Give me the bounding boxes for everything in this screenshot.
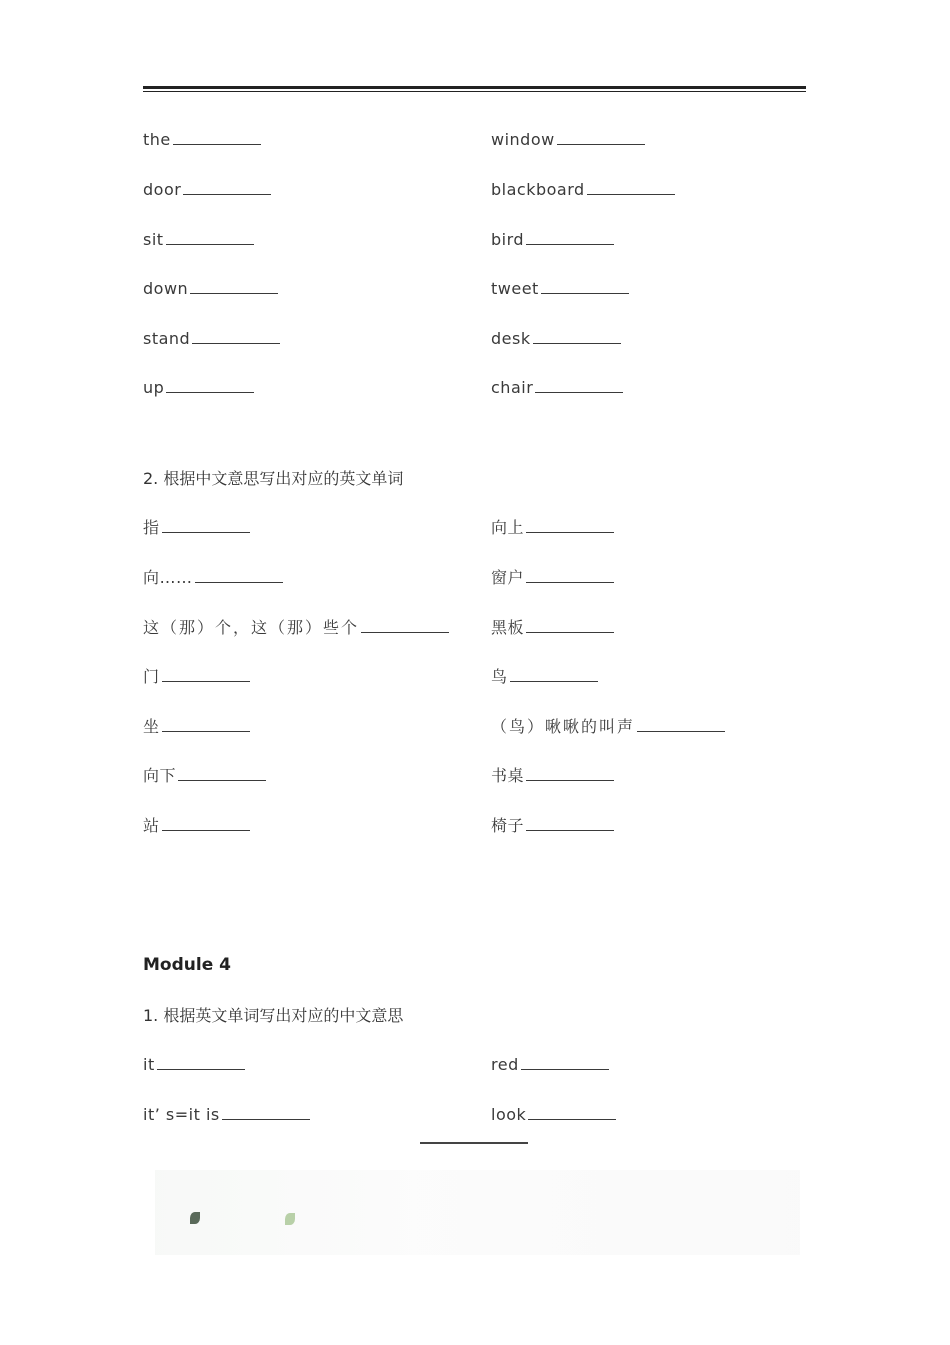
answer-blank[interactable]: [162, 518, 250, 533]
vocab-item: 门: [143, 667, 250, 687]
answer-blank[interactable]: [528, 1105, 616, 1120]
answer-blank[interactable]: [526, 568, 614, 583]
vocab-item: tweet: [491, 279, 629, 299]
answer-blank[interactable]: [222, 1105, 310, 1120]
vocab-item: 椅子: [491, 816, 614, 836]
section-heading: 1. 根据英文单词写出对应的中文意思: [143, 1006, 404, 1025]
vocab-item: it’ s=it is: [143, 1105, 310, 1125]
vocab-item: blackboard: [491, 180, 675, 200]
vocab-item: down: [143, 279, 278, 299]
vocab-item: bird: [491, 230, 614, 250]
vocab-item: it: [143, 1055, 245, 1075]
vocab-item: 指: [143, 518, 250, 538]
vocab-item: 向上: [491, 518, 614, 538]
answer-blank[interactable]: [183, 180, 271, 195]
vocab-item: 鸟: [491, 667, 598, 687]
answer-blank[interactable]: [162, 667, 250, 682]
leaf-icon: [285, 1213, 295, 1225]
answer-blank[interactable]: [157, 1055, 245, 1070]
answer-blank[interactable]: [178, 766, 266, 781]
answer-blank[interactable]: [192, 329, 280, 344]
vocab-item: door: [143, 180, 271, 200]
answer-blank[interactable]: [587, 180, 675, 195]
answer-blank[interactable]: [533, 329, 621, 344]
vocab-item: the: [143, 130, 261, 150]
vocab-item: stand: [143, 329, 280, 349]
answer-blank[interactable]: [526, 766, 614, 781]
answer-blank[interactable]: [162, 816, 250, 831]
vocab-item: up: [143, 378, 254, 398]
answer-blank[interactable]: [166, 230, 254, 245]
section-heading: 2. 根据中文意思写出对应的英文单词: [143, 469, 404, 488]
header-rule-thin: [143, 91, 806, 92]
vocab-item: （鸟）啾啾的叫声: [491, 717, 725, 737]
answer-blank[interactable]: [190, 279, 278, 294]
vocab-item: 坐: [143, 717, 250, 737]
vocab-item: 向……: [143, 568, 283, 588]
vocab-item: desk: [491, 329, 621, 349]
vocab-item: chair: [491, 378, 623, 398]
vocab-item: 窗户: [491, 568, 614, 588]
answer-blank[interactable]: [510, 667, 598, 682]
vocab-item: 站: [143, 816, 250, 836]
answer-blank[interactable]: [361, 618, 449, 633]
answer-blank[interactable]: [535, 378, 623, 393]
faded-footer-image: [155, 1170, 800, 1255]
vocab-item: 这（那）个，这（那）些个: [143, 618, 449, 638]
answer-blank[interactable]: [162, 717, 250, 732]
answer-blank[interactable]: [557, 130, 645, 145]
vocab-item: 向下: [143, 766, 266, 786]
leaf-icon: [190, 1212, 200, 1224]
answer-blank[interactable]: [637, 717, 725, 732]
vocab-item: 黑板: [491, 618, 614, 638]
answer-blank[interactable]: [195, 568, 283, 583]
answer-blank[interactable]: [166, 378, 254, 393]
vocab-item: red: [491, 1055, 609, 1075]
answer-blank[interactable]: [526, 618, 614, 633]
vocab-item: 书桌: [491, 766, 614, 786]
vocab-item: window: [491, 130, 645, 150]
answer-blank[interactable]: [541, 279, 629, 294]
answer-blank[interactable]: [526, 518, 614, 533]
answer-blank[interactable]: [173, 130, 261, 145]
answer-blank[interactable]: [526, 230, 614, 245]
vocab-item: sit: [143, 230, 254, 250]
footer-rule: [420, 1142, 528, 1144]
header-rule: [143, 86, 806, 89]
vocab-item: look: [491, 1105, 616, 1125]
answer-blank[interactable]: [521, 1055, 609, 1070]
answer-blank[interactable]: [526, 816, 614, 831]
module-title: Module 4: [143, 955, 231, 975]
